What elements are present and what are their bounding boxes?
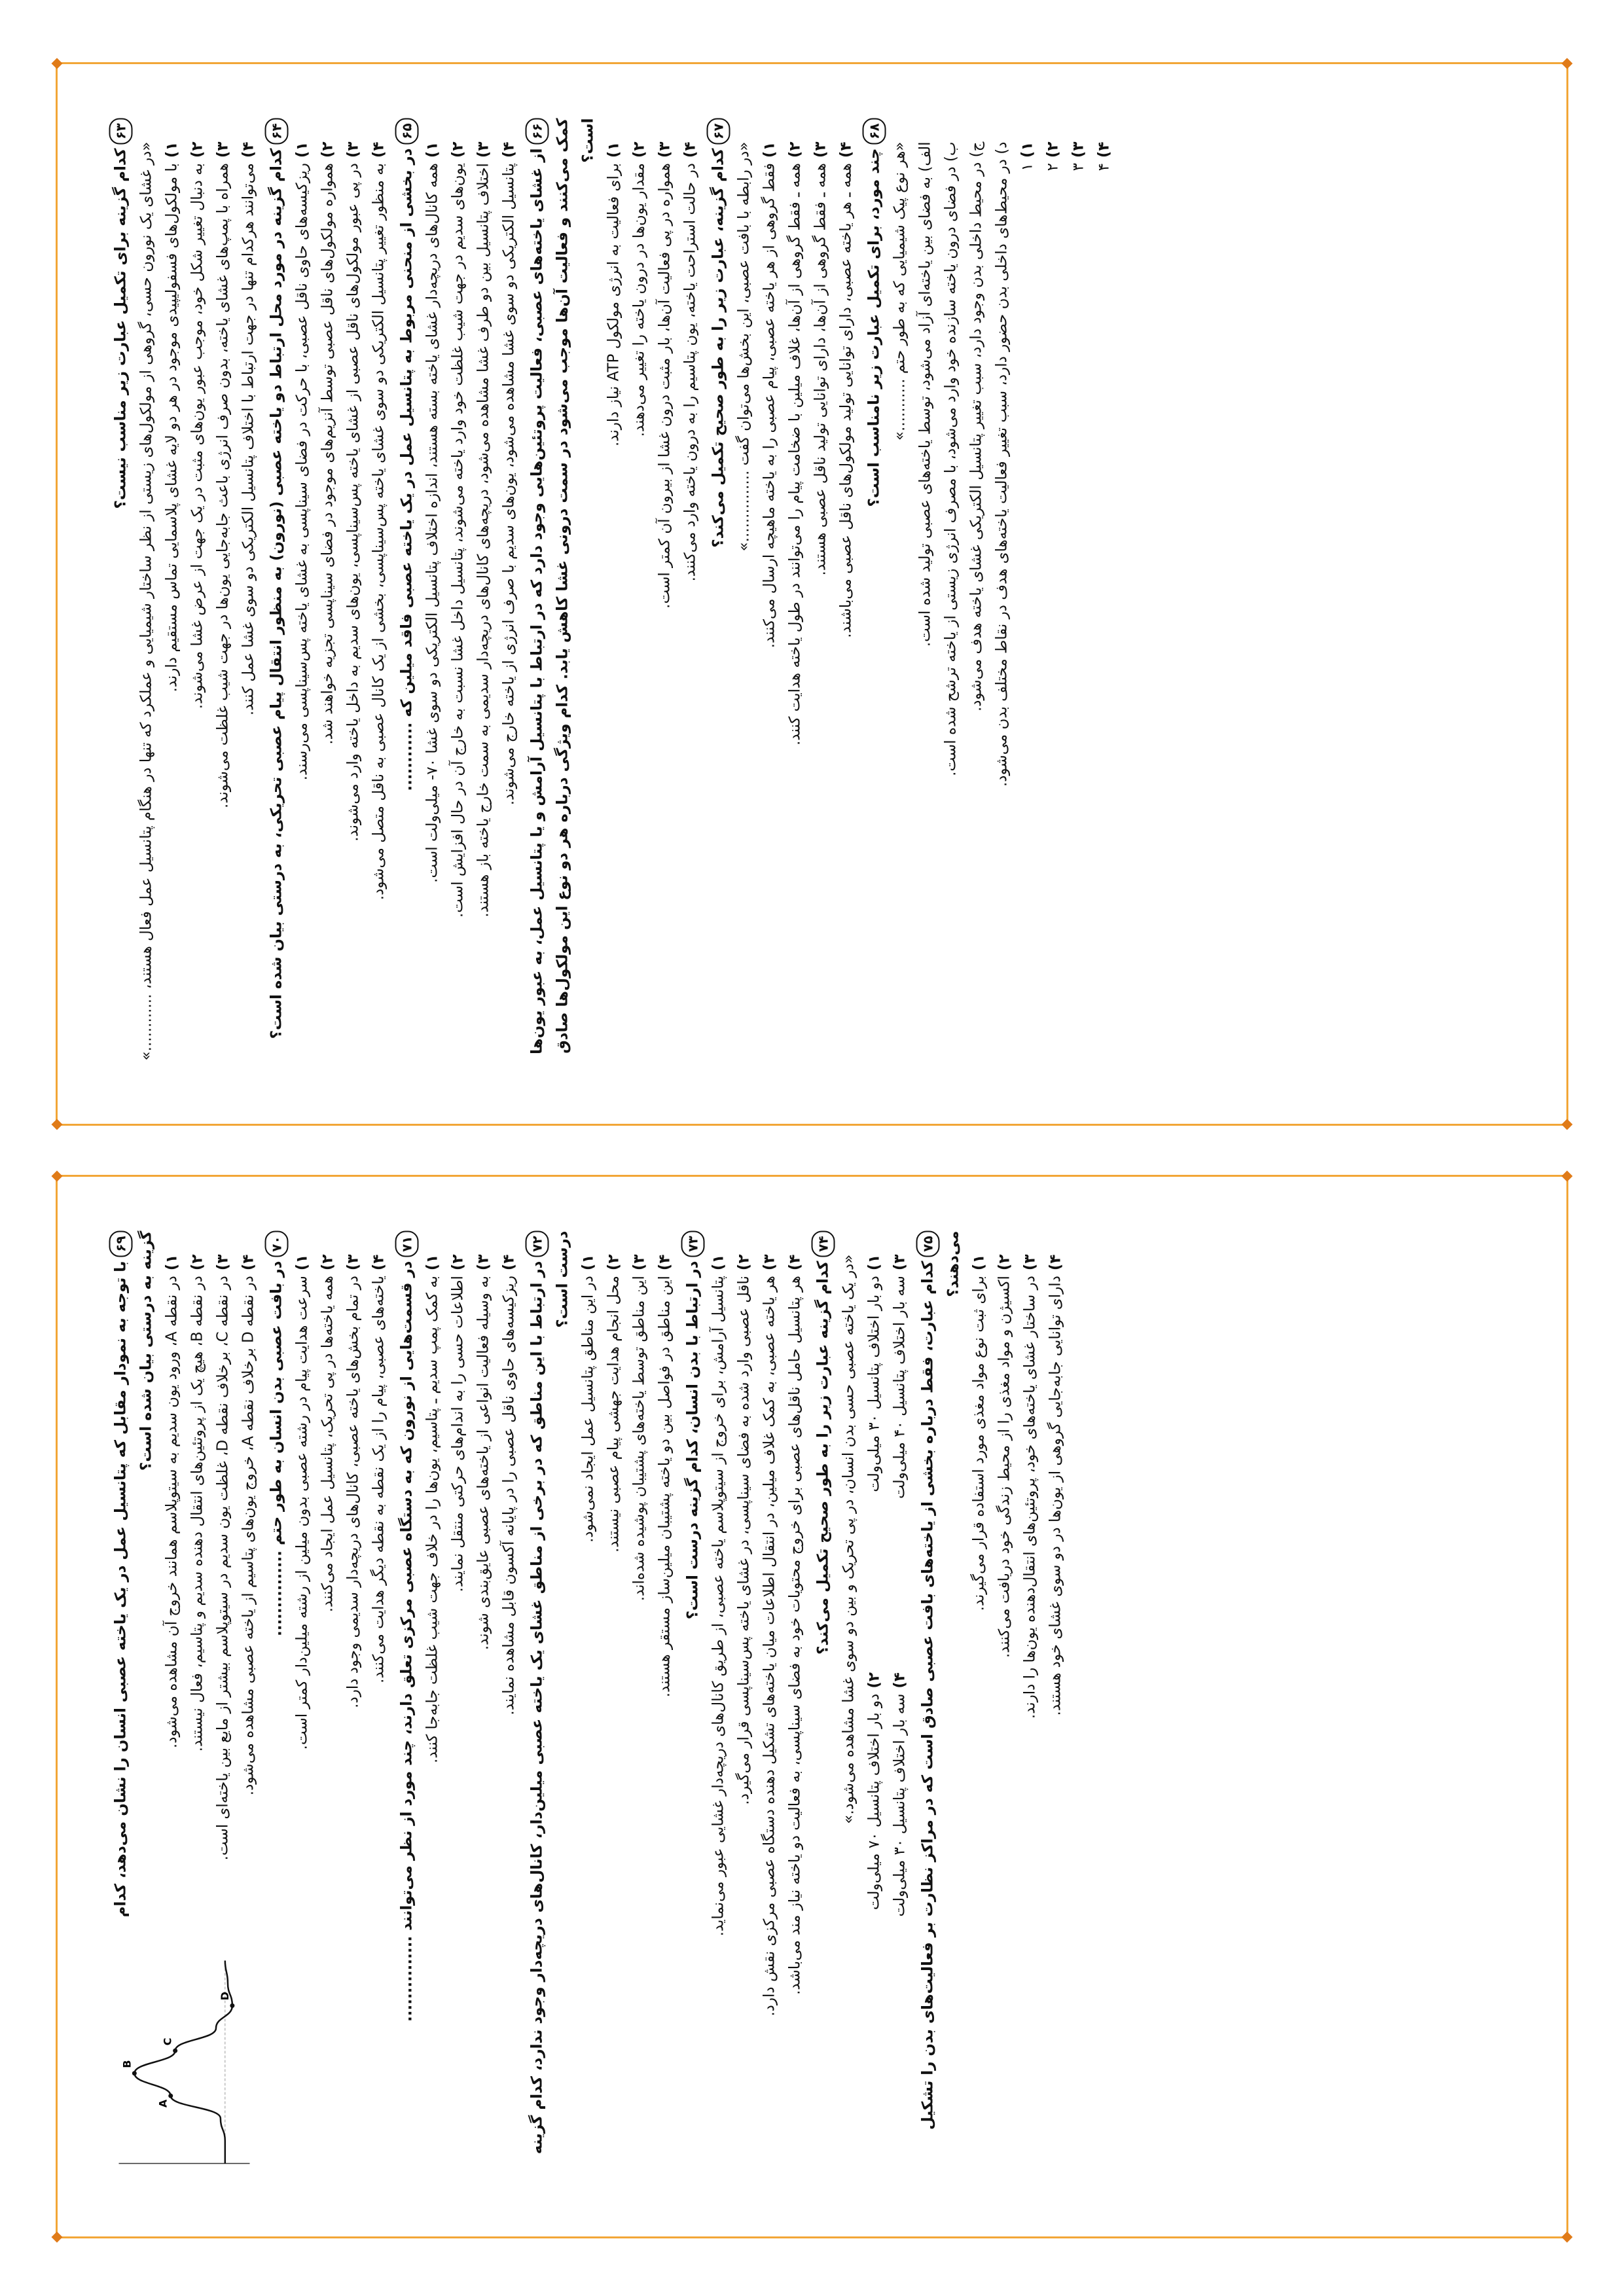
option-text: به کمک پمپ سدیم ـ پتاسیم، یون‌ها را در خلاف جهت شیب غلظت جابه‌جا کنند. [424, 1275, 441, 1763]
answer-option [626, 141, 652, 1070]
option-number: ۳) [214, 141, 231, 158]
question-text [394, 118, 420, 1070]
answer-option [236, 141, 261, 1070]
option-number: ۱) [865, 1254, 882, 1270]
option-number: ۴) [681, 141, 698, 158]
answer-option [782, 1254, 808, 2183]
option-text: ریزکیسه‌های حاوی ناقل عصبی، با حرکت در فضای سیناپسی به غشای یاخته پس‌سیناپسی می‌رسند. [293, 162, 310, 780]
question-number: ۶۸ [862, 118, 886, 144]
option-text: در تمام بخش‌های یاخته عصبی، کانال‌های دریچه‌دار سدیمی وجود دارد. [344, 1275, 361, 1708]
option-number: ۱) [293, 1254, 310, 1270]
answer-option [1015, 141, 1040, 1070]
option-number: ۱) [710, 1254, 727, 1270]
question-block [861, 118, 1117, 1070]
option-number: ۱) [1019, 141, 1036, 158]
option-text: برای ثبت نوع مواد مغذی مورد استفاده قرار می‌گیرند. [970, 1275, 987, 1611]
question-number: ۶۹ [109, 1230, 132, 1257]
question-number: ۷۵ [916, 1230, 939, 1257]
answer-option [1017, 1254, 1043, 2183]
answer-option [861, 1254, 887, 1672]
question-text [394, 1230, 420, 2183]
question-stem: چند مورد، برای تکمیل عبارت زیر نامناسب است؟ [865, 148, 882, 507]
option-number: ۱) [761, 141, 778, 158]
question-text [915, 1230, 966, 2183]
option-number: ۴) [837, 141, 854, 158]
option-number: ۱) [163, 141, 180, 158]
option-number: ۴) [891, 1672, 908, 1689]
question-text [524, 1230, 575, 2183]
answer-option [652, 1254, 677, 2183]
option-number: ۳) [761, 1254, 778, 1270]
question-stem: در بخشی از منحنی مربوط به پتانسیل عمل در یک یاخته عصبی فاقد میلین که ............ [398, 148, 415, 791]
option-text: برای فعالیت به انرژی مولکول ATP نیاز دارند. [605, 162, 622, 446]
option-text: اکسیژن و مواد مغذی را از محیط زندگی خود دریافت می‌کنند. [996, 1275, 1013, 1658]
question-block [108, 1230, 261, 2183]
option-text: ۳ [1070, 162, 1087, 171]
answer-option [808, 141, 833, 1070]
option-number: ۴) [1095, 141, 1112, 158]
option-text: همواره مولکول‌های ناقل عصبی توسط آنزیم‌های موجود در فضای سیناپسی تجزیه خواهند شد. [319, 162, 336, 745]
question-block [524, 118, 703, 1070]
option-number: ۳) [214, 1254, 231, 1270]
option-number: ۱) [605, 141, 622, 158]
option-text: در حالت استراحت یاخته، یون پتاسیم را به درون یاخته وارد می‌کنند. [681, 162, 698, 582]
option-number: ۳) [344, 141, 361, 158]
option-number: ۲) [735, 1254, 752, 1270]
question-block [108, 118, 261, 1070]
answer-option [445, 1254, 471, 2183]
answer-option [289, 141, 315, 1070]
answer-option [289, 1254, 315, 2183]
answer-option [496, 141, 522, 1070]
question-text [861, 118, 887, 1070]
answer-option [992, 1254, 1017, 2183]
question-number: ۶۵ [395, 118, 418, 144]
point-label: A [156, 2099, 170, 2108]
answer-option [340, 141, 366, 1070]
option-text: پتانسیل آرامش، برای خروج از سیتوپلاسم یاخته عصبی، از طریق کانال‌های دریچه‌دار غشایی عبور می‌نماید. [710, 1275, 727, 1936]
option-text: در ساختار غشای یاخته‌های خود، پروتئین‌های انتقال‌دهنده یون‌ها را دارند. [1021, 1275, 1038, 1719]
option-number: ۲) [996, 1254, 1013, 1270]
option-number: ۴) [656, 1254, 673, 1270]
statement-item: الف) به فضای بین یاخته‌ای آزاد می‌شود، توسط یاخته‌های عصبی تولید شده است. [916, 141, 933, 647]
question-block [394, 118, 522, 1070]
option-number: ۱) [293, 141, 310, 158]
question-number: ۷۱ [395, 1230, 418, 1257]
option-number: ۳) [344, 1254, 361, 1270]
option-number: ۲) [630, 141, 647, 158]
option-text: هر یاخته عصبی، به کمک غلاف میلین، در انتقال اطلاعات میان یاخته‌های تشکیل دهنده دستگاه عصبی مرکزی نقش دارد. [761, 1275, 778, 2017]
question-number: ۶۴ [264, 118, 288, 144]
answer-option [159, 141, 185, 1070]
answer-option [677, 141, 703, 1070]
statement-item: ب) در فضای درون یاخته سازنده خود وارد می‌شود، با مصرف انرژی زیستی از یاخته ترشح شده است. [942, 141, 959, 776]
question-sub-statement: «در رابطه با بافت عصبی، این بخش‌ها می‌توان گفت ...............» [735, 141, 752, 551]
question-number: ۶۳ [109, 118, 132, 144]
question-stem: کدام گزینه، عبارت زیر را به طور صحیح تکمیل می‌کند؟ [710, 148, 727, 548]
answer-option [601, 141, 626, 1070]
corner-marker [1562, 58, 1573, 69]
option-number: ۱) [970, 1254, 987, 1270]
option-text: با مولکول‌های فسفولیپیدی موجود در هر دو لایه غشای پلاسمایی تماس مستقیم دارند. [163, 162, 180, 692]
answer-option [575, 1254, 601, 2183]
option-text: به دنبال تغییر شکل خود، موجب عبور یون‌های مثبت در یک جهت از عرض غشا می‌شوند. [189, 162, 206, 709]
question-text [264, 1230, 289, 2183]
answer-option [706, 1254, 731, 2183]
answer-option [833, 141, 859, 1070]
statement-item: ج) در محیط داخلی بدن وجود دارد، سبب تغییر پتانسیل الکتریکی غشای یاخته هدف می‌شود. [967, 141, 984, 711]
option-number: ۲) [605, 1254, 622, 1270]
option-number: ۳) [891, 1254, 908, 1270]
question-stem: در بافت عصبی بدن انسان به طور حتم ............... [268, 1261, 285, 1636]
option-text: اطلاعات حسی را به اندام‌های حرکتی منتقل نمایند. [449, 1275, 466, 1592]
answer-option [887, 1254, 912, 1672]
option-text: فقط گروهی از هر یاخته عصبی، پیام عصبی را به یاخته ماهیچه ارسال می‌کنند. [761, 162, 778, 648]
question-block [810, 1230, 912, 2183]
corner-marker [1562, 2232, 1573, 2243]
question-block [680, 1230, 808, 2183]
answer-option [496, 1254, 522, 2183]
answer-option [315, 141, 340, 1070]
answer-option [420, 141, 445, 1070]
bottom-page-content [82, 1201, 1542, 2212]
question-sub-statement: «در یک یاخته عصبی حسی بدن انسان، در پی تحریک و بین دو سوی غشا مشاهده می‌شود.» [840, 1254, 857, 1824]
top-page-content [82, 88, 1542, 1100]
question-stem: کدام گزینه عبارت زیر را به طور صحیح تکمیل می‌کند؟ [814, 1261, 831, 1655]
answer-option [966, 1254, 992, 2183]
answer-option [731, 1254, 757, 2183]
question-number: ۷۰ [264, 1230, 288, 1257]
option-text: در نقطه D برخلاف نقطه A، خروج یون‌های پتاسیم از یاخته عصبی مشاهده می‌شود. [240, 1275, 257, 1795]
option-number: ۲) [189, 141, 206, 158]
option-text: یاخته‌های عصبی، پیام را از یک نقطه به نقطه دیگر هدایت می‌کنند. [370, 1275, 387, 1683]
option-number: ۱) [424, 1254, 441, 1270]
option-number: ۴) [240, 1254, 257, 1270]
option-text: دو بار اختلاف پتانسیل ۷۰ میلی‌ولت [865, 1693, 882, 1910]
bottom-page [56, 1175, 1568, 2238]
option-number: ۱) [579, 1254, 596, 1270]
option-text: همه یاخته‌ها در پی تحریک، پتانسیل عمل ایجاد می‌کنند. [319, 1275, 336, 1612]
option-text: ۱ [1019, 162, 1036, 171]
option-number: ۲) [319, 141, 336, 158]
question-stem: کدام گزینه در مورد محل ارتباط دو یاخته عصبی (نورون) به منظور انتقال پیام عصبی تحریکی، به درستی بیان شده است؟ [268, 148, 285, 1039]
option-text: اختلاف پتانسیل بین دو طرف غشا مشاهده می‌شود، دریچه‌های کانال‌های دریچه‌دار سدیمی به سمت خارج یاخته باز هستند. [475, 162, 492, 918]
option-text: یون‌های سدیم در جهت شیب غلظت خود وارد یاخته می‌شوند، پتانسیل داخل غشا نسبت به خارج آن در حال افزایش است. [449, 162, 466, 918]
answer-option [445, 141, 471, 1070]
question-sub-statement: «در غشای یک نورون حسی، گروهی از مولکول‌های زیستی از نظر ساختار شیمیایی و عملکرد که تنها در هنگام پتانسیل عمل فعال هستند، ............» [137, 141, 154, 1060]
option-number: ۲) [1044, 141, 1061, 158]
option-text: دو بار اختلاف پتانسیل ۳۰ میلی‌ولت [865, 1275, 882, 1492]
option-text: سرعت هدایت پیام در رشته عصبی بدون میلین از رشته میلین‌دار کمتر است. [293, 1275, 310, 1749]
option-text: همه ـ فقط گروهی از آن‌ها، غلاف میلین با ضخامت پیام را می‌توانند در طول یاخته هدایت کنند. [786, 162, 803, 745]
option-number: ۱) [424, 141, 441, 158]
corner-marker [1562, 1119, 1573, 1130]
option-number: ۳) [475, 141, 492, 158]
question-number: ۷۲ [525, 1230, 549, 1257]
question-stem: در ارتباط با این مناطق که در برخی از مناطق غشای یک یاخته عصبی میلین‌دار، کانال‌های دریچه‌دار وجود ندارد، کدام گزینه درست است؟ [528, 1230, 571, 2154]
top-page [56, 62, 1568, 1126]
option-number: ۳) [812, 141, 829, 158]
option-number: ۴) [240, 141, 257, 158]
option-text: در پی عبور مولکول‌های ناقل عصبی از غشای یاخته پس‌سیناپسی، یون‌های سدیم به داخل یاخته وارد می‌شوند. [344, 162, 361, 842]
data-point [230, 2003, 234, 2007]
option-number: ۳) [1070, 141, 1087, 158]
corner-marker [1562, 1171, 1573, 1182]
option-number: ۲) [319, 1254, 336, 1270]
question-text [264, 118, 289, 1070]
answer-option [887, 1672, 912, 2090]
option-number: ۳) [630, 1254, 647, 1270]
point-label: D [218, 1991, 231, 2000]
question-sub-statement: «هر نوع پیک شیمیایی که به طور حتم ...........» [891, 141, 908, 440]
answer-option [757, 1254, 782, 2183]
question-number: ۶۶ [525, 118, 549, 144]
answer-option [210, 141, 236, 1070]
option-text: ریزکیسه‌های حاوی ناقل عصبی را در پایانه آکسون قابل مشاهده نمایند. [500, 1275, 517, 1715]
answer-option [1040, 141, 1066, 1070]
option-text: در نقطه C، برخلاف نقطه D، غلظت یون سدیم در سیتوپلاسم بیشتر از مایع بین یاخته‌ای است. [214, 1275, 231, 1860]
question-block [706, 118, 859, 1070]
data-point [168, 2093, 173, 2098]
corner-marker [52, 2232, 63, 2243]
option-number: ۲) [865, 1672, 882, 1689]
option-text: همه ـ هر یاخته عصبی، دارای توانایی تولید مولکول‌های ناقل عصبی می‌باشند. [837, 162, 854, 638]
question-text [524, 118, 601, 1070]
corner-marker [52, 58, 63, 69]
question-stem: از غشای یاخته‌های عصبی، فعالیت پروتئین‌هایی وجود دارد که در ارتباط با پتانسیل آرامش و یا پتانسیل عمل، به عبور یون‌ها کمک می‌کنند و فعالیت آن‌ها موجب می‌شود در سمت درونی غشا کاهش یابد. کدام ویژگی درباره هر دو نوع این مولکول‌ها صادق است؟ [528, 118, 596, 1054]
answer-option [782, 141, 808, 1070]
option-text: این مناطق در فواصل بین دو یاخته پشتیبان میلین‌ساز مستقر هستند. [656, 1275, 673, 1697]
question-text [680, 1230, 706, 2183]
option-number: ۴) [370, 141, 387, 158]
question-number: ۷۴ [811, 1230, 835, 1257]
answer-option [601, 1254, 626, 2183]
chart-svg [112, 1947, 262, 2183]
answer-option [340, 1254, 366, 2183]
option-text: در نقطه A، ورود یون سدیم به سیتوپلاسم همانند خروج آن مشاهده می‌شود. [163, 1275, 180, 1748]
option-text: به منظور تغییر پتانسیل الکتریکی دو سوی غشای یاخته پس‌سیناپسی، بخشی از یک کانال عصبی به ناقل متصل می‌شود. [370, 162, 387, 900]
question-block [264, 1230, 391, 2183]
answer-option [366, 1254, 391, 2183]
question-text [810, 1230, 836, 2183]
option-text: دارای توانایی جابه‌جایی گروهی از یون‌ها در دو سوی غشای خود هستند. [1047, 1275, 1064, 1716]
option-text: همواره در پی فعالیت آن‌ها، بار مثبت درون غشا از بیرون آن کمتر است. [656, 162, 673, 609]
option-text: مقدار یون‌ها در درون یاخته را تغییر می‌دهند. [630, 162, 647, 437]
question-number: ۶۷ [706, 118, 730, 144]
question-text [108, 118, 134, 1070]
question-stem: در ارتباط با بدن انسان، کدام گزینه درست است؟ [684, 1261, 701, 1619]
option-number: ۲) [189, 1254, 206, 1270]
answer-option [366, 141, 391, 1070]
answer-option [652, 141, 677, 1070]
option-number: ۳) [1021, 1254, 1038, 1270]
answer-option [315, 1254, 340, 2183]
answer-option [420, 1254, 445, 2183]
answer-option [861, 1672, 887, 2090]
option-text: در این مناطق پتانسیل عمل ایجاد نمی‌شود. [579, 1275, 596, 1543]
question-block [915, 1230, 1068, 2183]
corner-marker [52, 1171, 63, 1182]
option-text: به وسیله فعالیت انواعی از یاخته‌های عصبی عایق‌بندی شوند. [475, 1275, 492, 1650]
answer-option [1091, 141, 1117, 1070]
option-text: سه بار اختلاف پتانسیل ۳۰ میلی‌ولت [891, 1693, 908, 1916]
option-number: ۲) [449, 1254, 466, 1270]
option-text: همه ـ فقط گروهی از آن‌ها، دارای توانایی تولید ناقل عصبی هستند. [812, 162, 829, 575]
question-block [394, 1230, 522, 2183]
option-text: ۴ [1095, 162, 1112, 171]
question-stem: با توجه به نمودار مقابل که پتانسیل عمل در یک یاخته عصبی انسان را نشان می‌دهد، کدام گزینه به درستی بیان شده است؟ [112, 1230, 154, 1917]
statement-item: د) در محیط‌های داخلی بدن حضور دارد، سبب تغییر فعالیت یاخته‌های هدف در نقاط مختلف بدن می‌شود. [993, 141, 1010, 787]
option-number: ۴) [500, 1254, 517, 1270]
question-text [706, 118, 731, 1070]
option-number: ۴) [786, 1254, 803, 1270]
answer-option [471, 141, 496, 1070]
option-number: ۴) [500, 141, 517, 158]
action-potential-chart [112, 1947, 262, 2183]
option-text: همه کانال‌های دریچه‌دار غشای یاخته بسته هستند، اندازه اختلاف پتانسیل الکتریکی دو سوی غشا ۷۰- میلی‌ولت است. [424, 162, 441, 883]
answer-option-grid [861, 1254, 912, 2183]
series-line [134, 1960, 232, 2163]
option-number: ۲) [786, 141, 803, 158]
option-number: ۲) [449, 141, 466, 158]
question-block [524, 1230, 677, 2183]
option-text: همراه با پمپ‌های غشای یاخته، بدون صرف انرژی باعث جابه‌جایی یون‌ها در جهت شیب غلظت می‌شوند. [214, 162, 231, 808]
option-number: ۳) [475, 1254, 492, 1270]
point-label: C [161, 2037, 174, 2045]
answer-option [626, 1254, 652, 2183]
option-number: ۴) [1047, 1254, 1064, 1270]
answer-option [757, 141, 782, 1070]
answer-option [1043, 1254, 1068, 2183]
option-text: در نقطه B، هیچ یک از پروتئین‌های انتقال دهنده سدیم و پتاسیم، فعال نیستند. [189, 1275, 206, 1751]
option-number: ۳) [656, 141, 673, 158]
question-number: ۷۳ [681, 1230, 704, 1257]
option-number: ۱) [163, 1254, 180, 1270]
question-stem: کدام عبارت، فقط درباره بخشی از یاخته‌های بافت عصبی صادق است که در مراکز نظارت بر فعالیت‌های بدن را تشکیل می‌دهند؟ [919, 1230, 962, 2130]
option-text: ۲ [1044, 162, 1061, 171]
question-stem: کدام گزینه برای تکمیل عبارت زیر مناسب نیست؟ [112, 148, 129, 509]
option-number: ۴) [370, 1254, 387, 1270]
option-text: پتانسیل الکتریکی دو سوی غشا مشاهده می‌شود، یون‌های سدیم با صرف انرژی از یاخته خارج می‌شوند. [500, 162, 517, 805]
question-block [264, 118, 391, 1070]
answer-option [471, 1254, 496, 2183]
option-text: سه بار اختلاف پتانسیل ۴۰ میلی‌ولت [891, 1275, 908, 1499]
corner-marker [52, 1119, 63, 1130]
option-text: این مناطق توسط یاخته‌های پشتیبان پوشیده شده‌اند. [630, 1275, 647, 1601]
answer-option [1066, 141, 1091, 1070]
answer-option [185, 141, 210, 1070]
point-label: B [120, 2060, 133, 2068]
question-stem: در قسمت‌هایی از نورون که به دستگاه عصبی مرکزی تعلق دارند، چند مورد از نظر می‌توانند ............... [398, 1261, 415, 2022]
option-text: محل انجام هدایت جهشی پیام عصبی نیستند. [605, 1275, 622, 1552]
option-text: ناقل عصبی وارد شده به فضای سیناپسی، در غشای یاخته پس‌سیناپسی قرار می‌گیرد. [735, 1275, 752, 1805]
option-text: می‌توانند هرکدام تنها در جهت ارتباط با اختلاف پتانسیل الکتریکی دو سوی غشا عمل کنند. [240, 162, 257, 715]
option-text: هر پتانسیل حامل ناقل‌های عصبی برای خروج محتویات خود به فضای سیناپسی، به فعالیت دو یاخته نیاز مند می‌باشد. [786, 1275, 803, 1995]
